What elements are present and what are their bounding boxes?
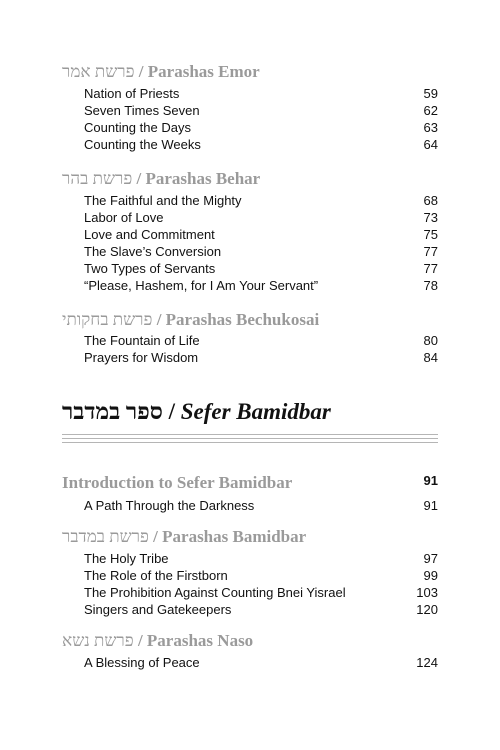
entry-page: 63 xyxy=(423,120,438,135)
toc-entry[interactable] xyxy=(84,244,438,261)
heading-hebrew: פרשת בהר xyxy=(62,169,133,188)
entry-page: 80 xyxy=(423,333,438,348)
toc-entry[interactable] xyxy=(84,120,438,137)
section-heading-emor: פרשת אמר / Parashas Emor xyxy=(62,62,260,81)
entry-page: 73 xyxy=(423,210,438,225)
entry-title: The Holy Tribe xyxy=(84,551,169,566)
entry-page: 97 xyxy=(423,551,438,566)
toc-entry[interactable] xyxy=(84,193,438,210)
entry-page: 103 xyxy=(416,585,438,600)
heading-hebrew: פרשת במדבר xyxy=(62,527,149,546)
entry-title: “Please, Hashem, for I Am Your Servant” xyxy=(84,278,319,293)
toc-entry[interactable] xyxy=(84,350,438,367)
toc-entry[interactable] xyxy=(84,551,438,568)
heading-english: Parashas Emor xyxy=(147,62,260,81)
entry-title: The Faithful and the Mighty xyxy=(84,193,242,208)
entry-title: Prayers for Wisdom xyxy=(84,350,199,365)
entry-title: Counting the Weeks xyxy=(84,137,201,152)
toc-entry[interactable] xyxy=(84,655,438,672)
entry-page: 124 xyxy=(416,655,438,670)
entry-page: 120 xyxy=(416,602,438,617)
toc-entry[interactable] xyxy=(84,333,438,350)
heading-hebrew: פרשת אמר xyxy=(62,62,135,81)
entry-title: The Role of the Firstborn xyxy=(84,568,228,583)
divider-rule xyxy=(62,438,438,439)
entry-page: 75 xyxy=(423,227,438,242)
entry-title: The Prohibition Against Counting Bnei Yisrael xyxy=(84,585,346,600)
entry-page: 62 xyxy=(423,103,438,118)
entry-title: The Slave’s Conversion xyxy=(84,244,222,259)
heading-english: Parashas Bechukosai xyxy=(165,310,320,329)
section-heading-bamidbar: פרשת במדבר / Parashas Bamidbar xyxy=(62,527,307,546)
entry-page: 68 xyxy=(423,193,438,208)
entry-title: Seven Times Seven xyxy=(84,103,200,118)
toc-entry[interactable] xyxy=(84,498,438,515)
heading-english: Parashas Behar xyxy=(145,169,261,188)
entry-page: 77 xyxy=(423,261,438,276)
toc-entry[interactable] xyxy=(84,261,438,278)
entry-title: A Path Through the Darkness xyxy=(84,498,255,513)
section-heading-bechukosai: פרשת בחקותי / Parashas Bechukosai xyxy=(62,310,320,329)
sefer-hebrew: ספר במדבר xyxy=(62,399,163,424)
entry-page: 99 xyxy=(423,568,438,583)
divider-rule xyxy=(62,434,438,435)
heading-english: Parashas Bamidbar xyxy=(162,527,307,546)
toc-entry[interactable] xyxy=(84,602,438,619)
toc-entry[interactable] xyxy=(84,568,438,585)
entry-title: The Fountain of Life xyxy=(84,333,200,348)
entry-title: Nation of Priests xyxy=(84,86,180,101)
entry-title: Singers and Gatekeepers xyxy=(84,602,232,617)
heading-english: Parashas Naso xyxy=(146,631,254,650)
entry-page: 91 xyxy=(423,498,438,513)
entry-page: 84 xyxy=(423,350,438,365)
divider-rule xyxy=(62,442,438,443)
toc-entry[interactable] xyxy=(84,103,438,120)
entry-title: Love and Commitment xyxy=(84,227,215,242)
sefer-english: Sefer Bamidbar xyxy=(180,399,331,424)
entry-page: 77 xyxy=(423,244,438,259)
entry-title: Two Types of Servants xyxy=(84,261,216,276)
entry-page: 59 xyxy=(423,86,438,101)
section-heading-naso: פרשת נשא / Parashas Naso xyxy=(62,631,254,650)
intro-page: 91 xyxy=(423,473,438,488)
toc-entry[interactable] xyxy=(84,585,438,602)
entry-title: A Blessing of Peace xyxy=(84,655,200,670)
entry-title: Labor of Love xyxy=(84,210,164,225)
toc-entry[interactable] xyxy=(84,278,438,295)
sefer-title: ספר במדבר / Sefer Bamidbar xyxy=(62,399,331,424)
heading-hebrew: פרשת בחקותי xyxy=(62,310,153,329)
toc-entry[interactable] xyxy=(84,86,438,103)
entry-page: 64 xyxy=(423,137,438,152)
toc-entry[interactable] xyxy=(84,227,438,244)
entry-title: Counting the Days xyxy=(84,120,191,135)
section-heading-behar: פרשת בהר / Parashas Behar xyxy=(62,169,261,188)
toc-entry[interactable] xyxy=(84,210,438,227)
intro-heading[interactable] xyxy=(62,473,438,493)
toc-entry[interactable] xyxy=(84,137,438,154)
entry-page: 78 xyxy=(423,278,438,293)
heading-hebrew: פרשת נשא xyxy=(62,631,134,650)
intro-title: Introduction to Sefer Bamidbar xyxy=(62,473,293,492)
